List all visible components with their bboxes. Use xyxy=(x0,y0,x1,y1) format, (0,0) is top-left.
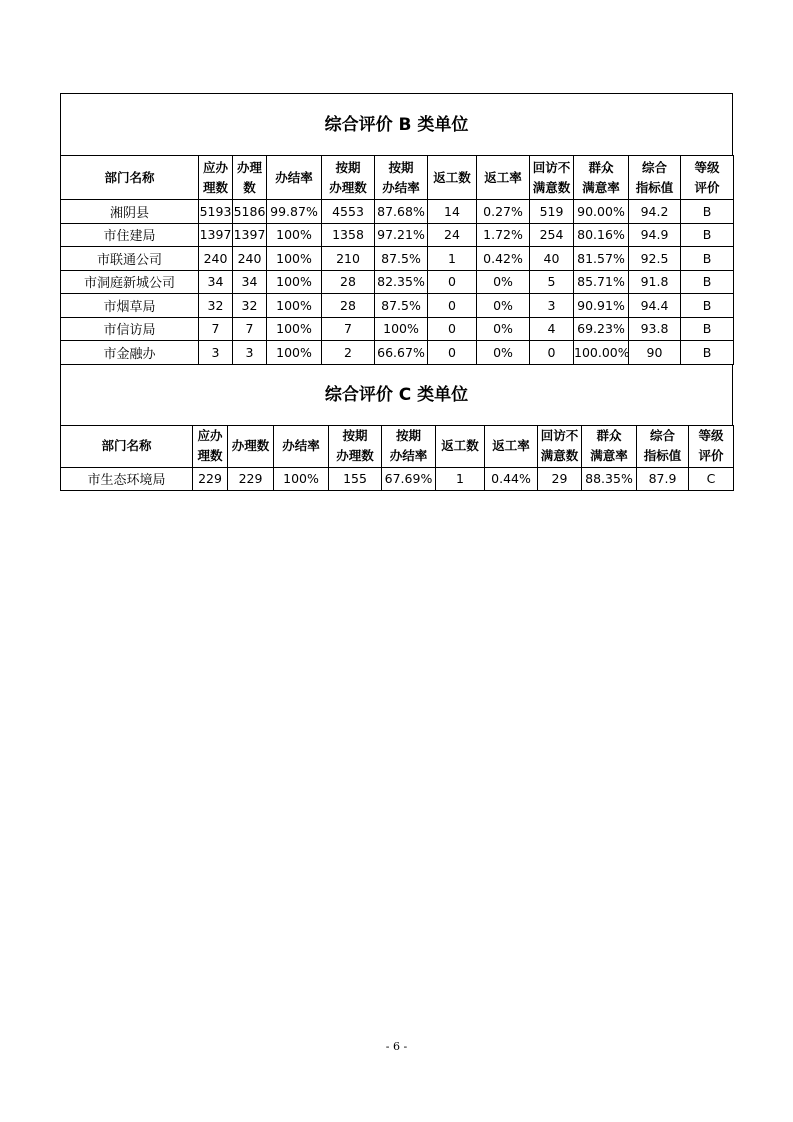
table-cell: 94.2 xyxy=(629,200,681,224)
table-cell: 94.4 xyxy=(629,294,681,318)
table-cell: 100.00% xyxy=(574,341,629,365)
table-cell: 0.27% xyxy=(477,200,530,224)
table-cell: 80.16% xyxy=(574,223,629,247)
table-cell: 0 xyxy=(428,270,477,294)
table-cell: 92.5 xyxy=(629,247,681,271)
table-cell: 99.87% xyxy=(267,200,322,224)
table-cell: B xyxy=(681,294,734,318)
table-row xyxy=(61,467,734,491)
table-cell: 5186 xyxy=(233,200,267,224)
table-cell: 240 xyxy=(233,247,267,271)
table-cell: 0% xyxy=(477,270,530,294)
department-name-cell: 市金融办 xyxy=(61,341,199,365)
table-cell: 87.9 xyxy=(637,467,689,491)
table-cell: 229 xyxy=(193,467,228,491)
header-cell: 办结率 xyxy=(267,156,322,200)
table-cell: B xyxy=(681,200,734,224)
table-row xyxy=(61,270,734,294)
table-cell: B xyxy=(681,223,734,247)
table-cell: 90.00% xyxy=(574,200,629,224)
header-cell: 办理 数 xyxy=(233,156,267,200)
section-c-body xyxy=(61,467,734,491)
section-c-header-row xyxy=(61,425,734,467)
table-row xyxy=(61,223,734,247)
table-cell: 28 xyxy=(322,270,375,294)
table-cell: 100% xyxy=(267,247,322,271)
section-b-title: 综合评价 B 类单位 xyxy=(60,93,733,155)
table-cell: 0 xyxy=(428,341,477,365)
table-cell: 0 xyxy=(428,294,477,318)
header-cell: 返工率 xyxy=(477,156,530,200)
table-cell: 1.72% xyxy=(477,223,530,247)
header-cell: 按期 办理数 xyxy=(329,425,382,467)
table-cell: 90.91% xyxy=(574,294,629,318)
header-cell: 部门名称 xyxy=(61,156,199,200)
table-cell: 67.69% xyxy=(382,467,436,491)
table-row xyxy=(61,294,734,318)
department-name-cell: 市住建局 xyxy=(61,223,199,247)
table-row xyxy=(61,200,734,224)
header-cell: 群众 满意率 xyxy=(582,425,637,467)
table-cell: 7 xyxy=(199,317,233,341)
table-cell: 3 xyxy=(199,341,233,365)
table-cell: B xyxy=(681,270,734,294)
header-cell: 回访不 满意数 xyxy=(538,425,582,467)
table-cell: 87.68% xyxy=(375,200,428,224)
table-cell: 81.57% xyxy=(574,247,629,271)
table-cell: 29 xyxy=(538,467,582,491)
table-cell: 210 xyxy=(322,247,375,271)
table-cell: 100% xyxy=(267,223,322,247)
department-name-cell: 市信访局 xyxy=(61,317,199,341)
table-cell: 94.9 xyxy=(629,223,681,247)
section-b-table xyxy=(60,155,734,365)
table-cell: 85.71% xyxy=(574,270,629,294)
section-c-title: 综合评价 C 类单位 xyxy=(60,365,733,425)
department-name-cell: 市联通公司 xyxy=(61,247,199,271)
header-cell: 返工数 xyxy=(436,425,485,467)
header-cell: 应办 理数 xyxy=(199,156,233,200)
table-cell: 100% xyxy=(267,270,322,294)
header-cell: 办理数 xyxy=(228,425,274,467)
table-cell: 3 xyxy=(233,341,267,365)
section-c-table xyxy=(60,425,734,492)
table-cell: 100% xyxy=(274,467,329,491)
table-cell: 155 xyxy=(329,467,382,491)
table-cell: 4 xyxy=(530,317,574,341)
table-cell: B xyxy=(681,341,734,365)
table-cell: 90 xyxy=(629,341,681,365)
table-cell: 24 xyxy=(428,223,477,247)
table-cell: 32 xyxy=(199,294,233,318)
table-cell: 5193 xyxy=(199,200,233,224)
table-cell: 2 xyxy=(322,341,375,365)
table-cell: 40 xyxy=(530,247,574,271)
table-cell: 93.8 xyxy=(629,317,681,341)
page-number: - 6 - xyxy=(385,1040,408,1053)
table-cell: 100% xyxy=(267,294,322,318)
header-cell: 综合 指标值 xyxy=(637,425,689,467)
header-cell: 等级 评价 xyxy=(681,156,734,200)
department-name-cell: 市生态环境局 xyxy=(61,467,193,491)
table-cell: 69.23% xyxy=(574,317,629,341)
table-cell: 1358 xyxy=(322,223,375,247)
document-page xyxy=(60,93,733,491)
table-cell: 7 xyxy=(233,317,267,341)
table-cell: B xyxy=(681,247,734,271)
department-name-cell: 市烟草局 xyxy=(61,294,199,318)
table-cell: 87.5% xyxy=(375,247,428,271)
header-cell: 返工率 xyxy=(485,425,538,467)
header-cell: 办结率 xyxy=(274,425,329,467)
header-cell: 返工数 xyxy=(428,156,477,200)
table-cell: 100% xyxy=(375,317,428,341)
table-cell: 5 xyxy=(530,270,574,294)
table-cell: 0.44% xyxy=(485,467,538,491)
table-cell: 34 xyxy=(233,270,267,294)
table-cell: 66.67% xyxy=(375,341,428,365)
table-cell: 0 xyxy=(428,317,477,341)
table-cell: 1 xyxy=(428,247,477,271)
table-cell: 1397 xyxy=(199,223,233,247)
table-cell: 32 xyxy=(233,294,267,318)
table-cell: 28 xyxy=(322,294,375,318)
table-cell: 0 xyxy=(530,341,574,365)
table-cell: B xyxy=(681,317,734,341)
table-cell: 91.8 xyxy=(629,270,681,294)
table-cell: 97.21% xyxy=(375,223,428,247)
table-cell: 34 xyxy=(199,270,233,294)
table-cell: 519 xyxy=(530,200,574,224)
table-cell: 3 xyxy=(530,294,574,318)
table-cell: 4553 xyxy=(322,200,375,224)
table-cell: 0.42% xyxy=(477,247,530,271)
table-cell: 0% xyxy=(477,294,530,318)
header-cell: 按期 办理数 xyxy=(322,156,375,200)
header-cell: 部门名称 xyxy=(61,425,193,467)
section-b-header-row xyxy=(61,156,734,200)
table-cell: 0% xyxy=(477,341,530,365)
department-name-cell: 市洞庭新城公司 xyxy=(61,270,199,294)
table-cell: 7 xyxy=(322,317,375,341)
header-cell: 等级 评价 xyxy=(689,425,734,467)
table-cell: 229 xyxy=(228,467,274,491)
table-cell: 82.35% xyxy=(375,270,428,294)
table-cell: 87.5% xyxy=(375,294,428,318)
header-cell: 按期 办结率 xyxy=(382,425,436,467)
header-cell: 回访不 满意数 xyxy=(530,156,574,200)
table-row xyxy=(61,247,734,271)
header-cell: 群众 满意率 xyxy=(574,156,629,200)
header-cell: 按期 办结率 xyxy=(375,156,428,200)
table-cell: 240 xyxy=(199,247,233,271)
table-cell: 0% xyxy=(477,317,530,341)
table-cell: 1 xyxy=(436,467,485,491)
department-name-cell: 湘阴县 xyxy=(61,200,199,224)
table-cell: 14 xyxy=(428,200,477,224)
header-cell: 应办 理数 xyxy=(193,425,228,467)
table-cell: 100% xyxy=(267,317,322,341)
table-row xyxy=(61,317,734,341)
header-cell: 综合 指标值 xyxy=(629,156,681,200)
table-cell: C xyxy=(689,467,734,491)
section-b-body xyxy=(61,200,734,365)
table-cell: 88.35% xyxy=(582,467,637,491)
table-row xyxy=(61,341,734,365)
table-cell: 100% xyxy=(267,341,322,365)
table-cell: 254 xyxy=(530,223,574,247)
table-cell: 1397 xyxy=(233,223,267,247)
